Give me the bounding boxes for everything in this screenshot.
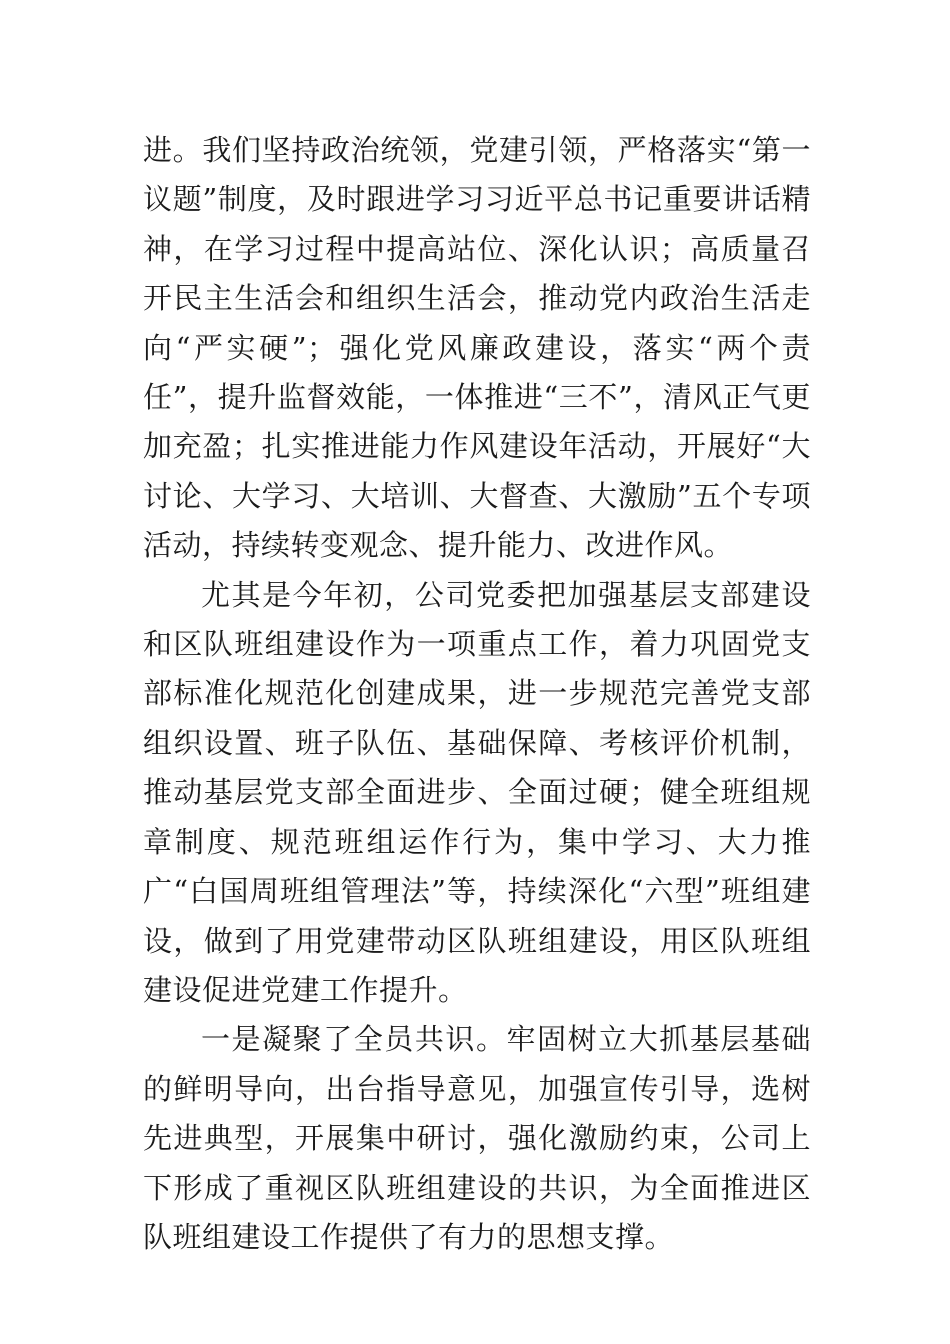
paragraph-continuation: 进。我们坚持政治统领，党建引领，严格落实“第一议题”制度，及时跟进学习习近平总书记重要讲话精神，在学习过程中提高站位、深化认识；高质量召开民主生活会和组织生活会，推动党内政治生活走向“严实硬”；强化党风廉政建设，落实“两个责任”，提升监督效能，一体推进“三不”，清风正气更加充盈；扎实推进能力作风建设年活动，开展好“大讨论、大学习、大培训、大督查、大激励”五个专项活动，持续转变观念、提升能力、改进作风。 — [143, 133, 811, 563]
document-body — [143, 126, 811, 1262]
paragraph-consensus: 一是凝聚了全员共识。牢固树立大抓基层基础的鲜明导向，出台指导意见，加强宣传引导，选树先进典型，开展集中研讨，强化激励约束，公司上下形成了重视区队班组建设的共识，为全面推进区队班组建设工作提供了有力的思想支撑。 — [143, 1022, 811, 1254]
paragraph-branch-construction: 尤其是今年初，公司党委把加强基层支部建设和区队班组建设作为一项重点工作，着力巩固党支部标准化规范化创建成果，进一步规范完善党支部组织设置、班子队伍、基础保障、考核评价机制，推动基层党支部全面进步、全面过硬；健全班组规章制度、规范班组运作行为，集中学习、大力推广“白国周班组管理法”等，持续深化“六型”班组建设，做到了用党建带动区队班组建设，用区队班组建设促进党建工作提升。 — [143, 577, 811, 1007]
